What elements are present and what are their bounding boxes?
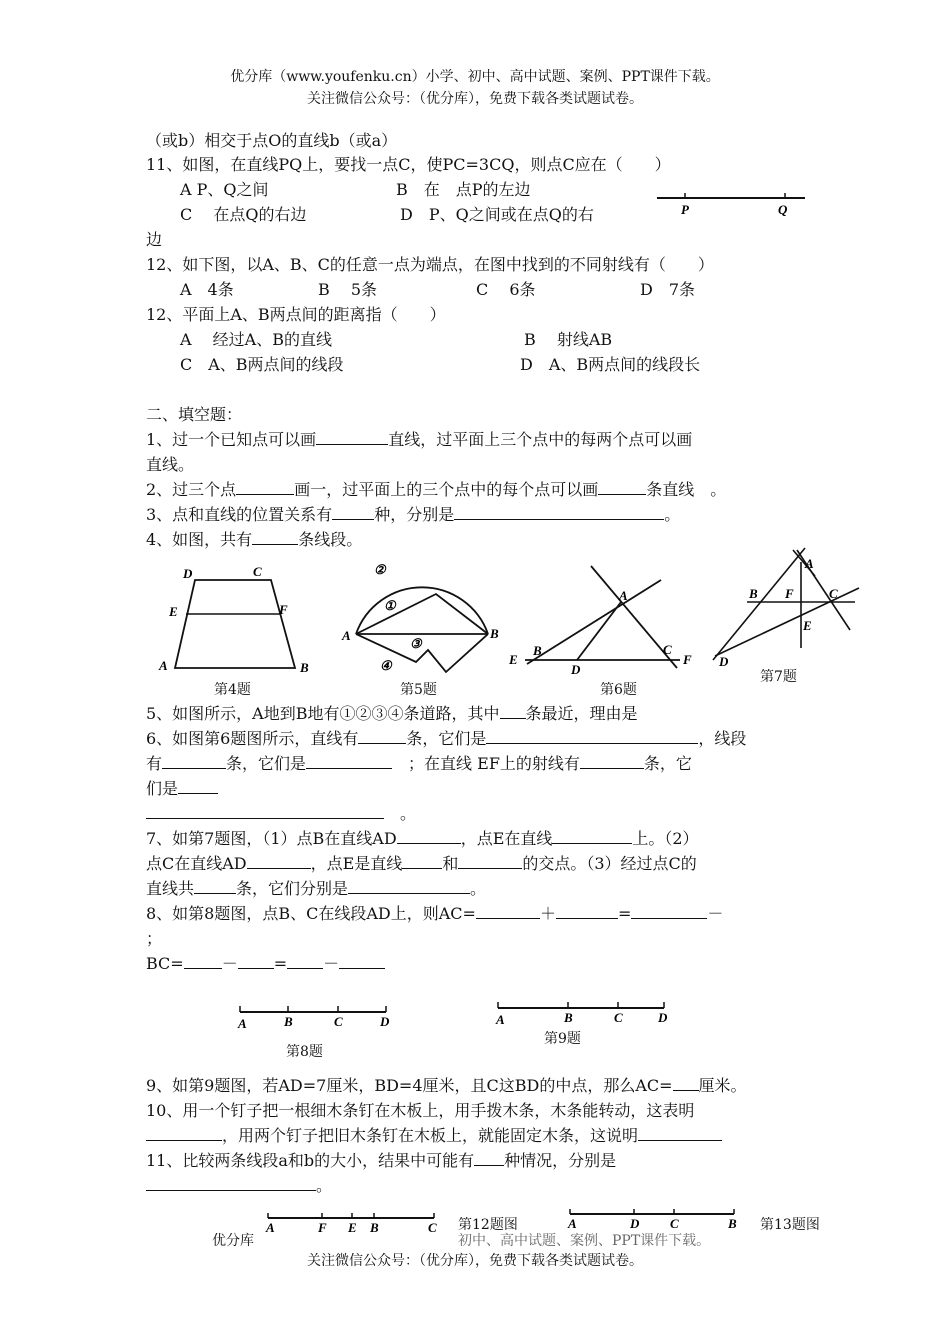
- option-b: B 射线AB: [524, 330, 613, 349]
- answer-blank[interactable]: [552, 829, 632, 844]
- answer-blank[interactable]: [316, 430, 388, 445]
- text-line: （或b）相交于点O的直线b（或a）: [146, 131, 398, 150]
- question-12: 12、如下图，以A、B、C的任意一点为端点，在图中找到的不同射线有（ ）: [146, 255, 714, 274]
- option-d: D 7条: [640, 280, 696, 299]
- answer-blank[interactable]: [146, 1126, 222, 1141]
- fill-question-2: 2、过三个点 画一，过平面上的三个点中的每个点可以画 条直线 。: [146, 480, 727, 499]
- label-c: C: [614, 1010, 623, 1025]
- answer-blank[interactable]: [146, 804, 384, 819]
- figure-6-lines: [505, 562, 705, 677]
- label-a: A: [496, 1012, 505, 1027]
- answer-blank[interactable]: [476, 904, 540, 919]
- fill-question-11-end: 。: [146, 1173, 332, 1196]
- label-d: D: [719, 654, 729, 669]
- figure-9-segment: [492, 998, 682, 1028]
- question-11: 11、如图，在直线PQ上，要找一点C，使PC=3CQ，则点C应在（ ）: [146, 155, 671, 174]
- label-b: B: [300, 660, 309, 675]
- label-b: B: [564, 1010, 573, 1025]
- header-line-2: 关注微信公众号：（优分库），免费下载各类试题试卷。: [307, 91, 643, 107]
- footer-line-1-left: 优分库: [212, 1233, 254, 1249]
- caption-fig13: 第13题图: [760, 1217, 820, 1233]
- label-a: A: [805, 556, 814, 571]
- label-a: A: [568, 1216, 577, 1231]
- fill-question-3: 3、点和直线的位置关系有 种，分别是 。: [146, 505, 681, 524]
- answer-blank[interactable]: [348, 879, 470, 894]
- label-e: E: [803, 618, 812, 633]
- answer-blank[interactable]: [454, 505, 664, 520]
- option-d: D P、Q之间或在点Q的右: [400, 205, 594, 224]
- answer-blank[interactable]: [146, 1176, 316, 1191]
- fill-question-11: 11、比较两条线段a和b的大小，结果中可能有 种情况，分别是: [146, 1151, 617, 1170]
- option-a: A P、Q之间: [180, 180, 269, 199]
- option-d: D A、B两点间的线段长: [520, 355, 701, 374]
- point-p-label: P: [681, 202, 689, 217]
- fill-question-7: 7、如第7题图，（1）点B在直线AD ，点E在直线 上。（2）: [146, 829, 699, 848]
- text-line: 直线。: [146, 455, 195, 474]
- answer-blank[interactable]: [598, 480, 646, 495]
- label-a: A: [238, 1016, 247, 1031]
- answer-blank[interactable]: [247, 854, 311, 869]
- pq-line-figure: [655, 188, 815, 218]
- answer-blank[interactable]: [358, 729, 406, 744]
- answer-blank[interactable]: [638, 1126, 722, 1141]
- section-title: 二、填空题：: [146, 405, 243, 424]
- label-b: B: [728, 1216, 737, 1231]
- label-e: E: [169, 604, 178, 619]
- answer-blank[interactable]: [252, 530, 298, 545]
- option-a: A 4条: [180, 280, 234, 299]
- option-c: C 在点Q的右边: [180, 205, 307, 224]
- fill-question-6-end: 。: [146, 801, 416, 824]
- label-a: A: [619, 588, 628, 603]
- answer-blank[interactable]: [474, 1151, 504, 1166]
- option-b: B 5条: [318, 280, 378, 299]
- caption-fig7: 第7题: [760, 669, 797, 685]
- figure-7-lines: [705, 548, 865, 673]
- label-c: C: [334, 1014, 343, 1029]
- caption-fig6: 第6题: [600, 682, 637, 698]
- fill-question-1: 1、过一个已知点可以画 直线，过平面上三个点中的每两个点可以画: [146, 430, 693, 449]
- label-c: C: [428, 1220, 437, 1235]
- point-q-label: Q: [778, 202, 788, 217]
- answer-blank[interactable]: [631, 904, 707, 919]
- label-f: F: [683, 652, 692, 667]
- text-line: ；: [146, 929, 163, 948]
- figure-5-paths: [340, 560, 510, 680]
- label-d: D: [630, 1216, 640, 1231]
- fill-question-4: 4、如图，共有 条线段。: [146, 530, 363, 549]
- answer-blank[interactable]: [500, 704, 526, 719]
- label-e: E: [348, 1220, 357, 1235]
- label-b: B: [370, 1220, 379, 1235]
- option-b: B 在 点P的左边: [396, 180, 531, 199]
- figure-8-segment: [232, 1002, 402, 1036]
- answer-blank[interactable]: [339, 954, 385, 969]
- answer-blank[interactable]: [673, 1076, 699, 1091]
- caption-fig5: 第5题: [400, 682, 437, 698]
- label-b: B: [749, 586, 758, 601]
- label-b: B: [490, 626, 499, 641]
- question-12b: 12、平面上A、B两点间的距离指（ ）: [146, 305, 446, 324]
- caption-fig9: 第9题: [544, 1031, 581, 1047]
- answer-blank[interactable]: [397, 829, 461, 844]
- caption-fig12: 第12题图: [458, 1217, 518, 1233]
- label-d: D: [571, 662, 581, 677]
- label-c: C: [829, 586, 838, 601]
- answer-blank[interactable]: [306, 754, 392, 769]
- fill-question-6-cont: 有 条，它们是 ；在直线 EF上的射线有 条，它: [146, 754, 692, 773]
- fill-question-6: 6、如图第6题图所示，直线有 条，它们是 ，线段: [146, 729, 747, 748]
- fill-question-7-end: 直线共 条，它们分别是 。: [146, 879, 487, 898]
- label-f: F: [785, 586, 794, 601]
- answer-blank[interactable]: [486, 729, 698, 744]
- footer-line-2: 关注微信公众号：（优分库），免费下载各类试题试卷。: [307, 1253, 643, 1269]
- label-c: C: [663, 642, 672, 657]
- text-line: 边: [146, 230, 163, 249]
- label-b: B: [533, 643, 542, 658]
- label-f: F: [318, 1220, 327, 1235]
- fill-question-8-bc: BC= － = －: [146, 951, 385, 974]
- fill-question-8: 8、如第8题图，点B、C在线段AD上，则AC= ＋ = －: [146, 904, 724, 923]
- label-b: B: [284, 1014, 293, 1029]
- label-c: C: [670, 1216, 679, 1231]
- fill-question-5: 5、如图所示，A地到B地有①②③④条道路，其中 条最近，理由是: [146, 704, 638, 723]
- label-d: D: [658, 1010, 668, 1025]
- label-a: A: [159, 658, 168, 673]
- footer-line-1-right: 初中、高中试题、案例、PPT课件下载。: [458, 1233, 711, 1249]
- fill-question-9: 9、如第9题图，若AD=7厘米，BD=4厘米，且C这BD的中点，那么AC= 厘米。: [146, 1076, 747, 1095]
- answer-blank[interactable]: [287, 954, 323, 969]
- label-a: A: [342, 628, 351, 643]
- fill-question-7-cont: 点C在直线AD ，点E是直线 和 的交点。（3）经过点C的: [146, 854, 697, 873]
- answer-blank[interactable]: [556, 904, 618, 919]
- answer-blank[interactable]: [162, 754, 226, 769]
- answer-blank[interactable]: [178, 779, 218, 794]
- label-f: F: [279, 602, 288, 617]
- answer-blank[interactable]: [458, 854, 522, 869]
- caption-fig4: 第4题: [214, 682, 251, 698]
- label-a: A: [266, 1220, 275, 1235]
- figure-12-segment: [262, 1210, 452, 1238]
- label-c: C: [253, 564, 262, 579]
- fill-question-6-cont: 们是: [146, 776, 218, 799]
- answer-blank[interactable]: [194, 879, 236, 894]
- route-2-label: ②: [374, 562, 386, 577]
- option-a: A 经过A、B的直线: [180, 330, 332, 349]
- answer-blank[interactable]: [580, 754, 644, 769]
- option-c: C 6条: [476, 280, 536, 299]
- fill-question-10: 10、用一个钉子把一根细木条钉在木板上，用手拨木条，木条能转动，这表明: [146, 1101, 695, 1120]
- route-3-label: ③: [410, 636, 422, 651]
- caption-fig8: 第8题: [286, 1044, 323, 1060]
- header-line-1: 优分库（www.youfenku.cn）小学、初中、高中试题、案例、PPT课件下载。: [230, 69, 720, 85]
- fill-question-10-cont: ，用两个钉子把旧木条钉在木板上，就能固定木条，这说明: [146, 1123, 722, 1146]
- answer-blank[interactable]: [402, 854, 442, 869]
- route-1-label: ①: [384, 598, 396, 613]
- label-d: D: [183, 566, 193, 581]
- route-4-label: ④: [380, 658, 392, 673]
- answer-blank[interactable]: [238, 954, 274, 969]
- figure-4-trapezoid: [155, 562, 315, 682]
- answer-blank[interactable]: [236, 480, 294, 495]
- answer-blank[interactable]: [184, 954, 222, 969]
- label-e: E: [509, 652, 518, 667]
- label-d: D: [380, 1014, 390, 1029]
- option-c: C A、B两点间的线段: [180, 355, 344, 374]
- answer-blank[interactable]: [332, 505, 374, 520]
